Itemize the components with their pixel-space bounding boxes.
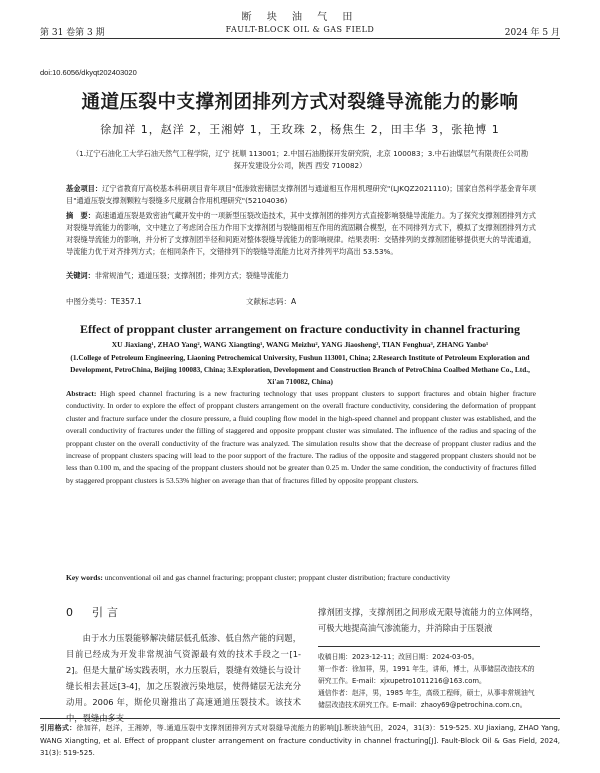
body-text-right: 撑剂团支撑，支撑剂团之间形成无限导流能力的立体网络，可极大地提高油气渗流能力，并消除由于压裂液 xyxy=(318,607,538,633)
journal-title-cn: 断 块 油 气 田 xyxy=(241,12,359,23)
affiliations-cn: （1.辽宁石油化工大学石油天然气工程学院，辽宁 抚顺 113001；2.中国石油勘探开发研究院，北京 100083；3.中石油煤层气有限责任公司勘探开发建设分公司，陕西 西安 710082） xyxy=(71,149,529,170)
citation-text-en: XU Jiaxiang, ZHAO Yang, WANG Xiangting, et al. Effect of proppant cluster arrangement on fracture conductivity in channel fracturing[J]. Fault-Block Oil & Gas Field, 2024, 31(3): 519-525. xyxy=(40,724,561,757)
citation-text-cn: 徐加祥，赵洋，王湘婷，等.通道压裂中支撑剂团排列方式对裂缝导流能力的影响[J].断块油气田，2024，31(3)：519-525. xyxy=(76,724,472,732)
abstract-en-text: High speed channel fracturing is a new fracturing technology that uses proppant clusters to support fractures and obtain higher fracture conductivity. In order to explore the effect of proppant clusters arrangement on the overall fracture conductivity, considering the deformation of proppant cluster and fracture surface under the closure pressure, a fluid coupling flow model in the high-speed channel and proppant cluster was established, and the overall conductivity of fractures under the filling of staggered and opposite proppant cluster was simulated. The influence of the radius and spacing of the proppant cluster on the overall conductivity of the fracture was analyzed. The simulation results show that the decrease of proppant cluster radius and the increase of proppant clusters spacing will lead to the poor support of the fracture. The radius of the opposite and staggered proppant clusters should not be less than 0.100 m, and the spacing of the proppant clusters should not be greater than 0.25 m. Under the same condition, the conductivity of fractures filled by staggered proppant clusters is 53.53% higher on average than that of fractures filled by opposite proppant clusters. xyxy=(66,389,537,485)
paper-title-cn: 通道压裂中支撑剂团排列方式对裂缝导流能力的影响 xyxy=(81,92,519,113)
keywords-cn-text: 非常规油气；通道压裂；支撑剂团；排列方式；裂缝导流能力 xyxy=(94,271,289,280)
funding-label: 基金项目： xyxy=(66,184,103,193)
received-date-note: 收稿日期：2023-12-11；改回日期：2024-03-05。 xyxy=(318,653,479,661)
abstract-en xyxy=(66,388,536,487)
document-code: 文献标志码：A xyxy=(246,297,297,306)
volume-issue: 第 31 卷第 3 期 xyxy=(40,28,105,38)
section-heading: 0 引言 xyxy=(66,606,122,619)
citation xyxy=(40,722,560,760)
keywords-en-label: Key words: xyxy=(66,573,103,582)
abstract-cn-label: 摘 要： xyxy=(66,211,95,220)
body-text-left: 由于水力压裂能够解决储层低孔低渗、低自然产能的问题，目前已经成为开发非常规油气资源最有效的技术手段之一[1-2]。但是大量矿场实践表明，水力压裂后，裂缝有效缝长与设计缝长相去甚远[3-4]，加之压裂液污染地层，使得储层无法充分动用。2006 年，斯伦贝谢推出了高速通道压裂技术。该技术中，裂缝由多支 xyxy=(66,633,301,723)
keywords-en xyxy=(66,573,536,582)
keywords-cn xyxy=(66,270,536,282)
keywords-cn-label: 关键词： xyxy=(66,271,95,280)
abstract-cn xyxy=(66,210,536,258)
corresponding-author-note: 通信作者：赵洋，男，1985 年生，高级工程师，硕士，从事非常规油气储层改造技术研究工作。E-mail：zhaoy69@petrochina.com.cn。 xyxy=(318,689,535,709)
issue-date: 2024 年 5 月 xyxy=(504,28,560,38)
journal-title-en: FAULT-BLOCK OIL & GAS FIELD xyxy=(225,25,375,34)
abstract-en-label: Abstract: xyxy=(66,389,97,398)
first-author-note: 第一作者：徐加祥，男，1991 年生，讲师，博士，从事储层改造技术的研究工作。E-mail：xjxupetro1011216@163.com。 xyxy=(318,665,535,685)
authors-cn: 徐加祥 1，赵洋 2，王湘婷 1，王玫珠 2，杨焦生 2，田丰华 3，张艳博 1 xyxy=(100,123,500,136)
header-rule xyxy=(40,38,560,39)
citation-label: 引用格式： xyxy=(40,724,77,732)
authors-en: XU Jiaxiang¹, ZHAO Yang², WANG Xiangting¹, WANG Meizhu², YANG Jiaosheng², TIAN Fenghua³, ZHANG Yanbo¹ xyxy=(111,340,489,349)
abstract-cn-text: 高速通道压裂是致密油气藏开发中的一项新型压裂改造技术，其中支撑剂团的排列方式直接影响裂缝导流能力。为了探究支撑剂团排列方式对裂缝导流能力的影响，文中建立了考虑闭合压力作用下支撑剂团与裂缝面相互作用的流固耦合模型，在不同排列方式下，模拟了支撑剂团排列方式对裂缝导流能力的影响，并分析了支撑剂团半径和间距对整体裂缝导流能力的影响规律。结果表明：交错排列的支撑剂团能够提供更大的导流通道，导流能力优于对齐排列方式；在相同条件下，交错排列下的裂缝导流能力比对齐排列平均高出 53.53%。 xyxy=(66,211,536,256)
clc-number: 中图分类号：TE357.1 xyxy=(66,297,142,306)
paper-title-en: Effect of proppant cluster arrangement on fracture conductivity in channel fracturing xyxy=(80,322,520,336)
doi: doi:10.6056/dkyqt202403020 xyxy=(40,68,137,77)
classification-row xyxy=(66,296,536,307)
footnote-box xyxy=(318,646,540,711)
keywords-en-text: unconventional oil and gas channel fracturing; proppant cluster; proppant cluster distribution; fracture conductivity xyxy=(104,573,451,582)
affiliations-en: (1.College of Petroleum Engineering, Liaoning Petrochemical University, Fushun 113001, China; 2.Research Institute of Petroleum Exploration and Development, PetroChina, Beijing 100083, China; 3.Exploration, Development and Construction Branch of PetroChina Coalbed Methane Co., Ltd., Xi'an 710082, China) xyxy=(70,353,530,386)
funding xyxy=(66,183,536,207)
citation-rule xyxy=(40,718,560,719)
funding-text: 辽宁省教育厅高校基本科研项目青年项目"低渗致密储层支撑剂团与通道相互作用机理研究"(LJKQZ2021110)；国家自然科学基金青年项目"通道压裂支撑剂颗粒与裂缝多尺度耦合作用机理研究"(52104036) xyxy=(66,184,536,205)
